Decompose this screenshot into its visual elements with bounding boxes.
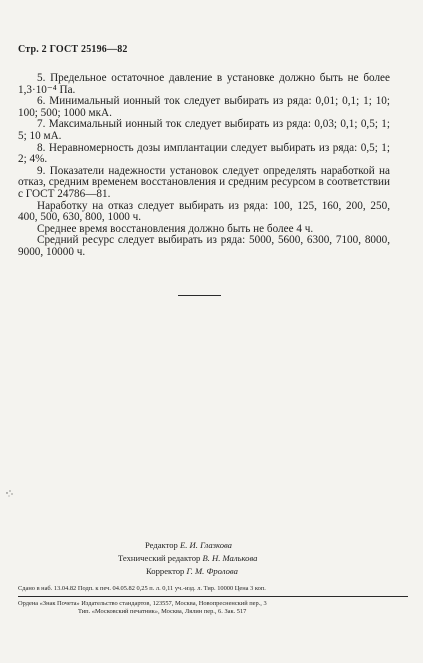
credit-tech-editor: [118, 552, 257, 565]
body-text: [18, 73, 390, 259]
imprint-block: [18, 585, 408, 616]
scan-speck-mark: [4, 487, 16, 499]
end-divider: [178, 295, 221, 296]
imprint-printing-house: Тип. «Московский печатник», Москва, Лялин пер., 6. Зак. 517: [78, 608, 247, 615]
paragraph-resource: Средний ресурс следует выбирать из ряда: 5000, 5600, 6300, 7100, 8000, 9000, 10000 ч.: [18, 234, 390, 258]
proofreader-label: Корректор: [146, 566, 185, 576]
paragraph-recovery-time: Среднее время восстановления должно быть не более 4 ч.: [37, 222, 314, 235]
paragraph-mtbf: Наработку на отказ следует выбирать из ряда: 100, 125, 160, 200, 250, 400, 500, 630, 800, 1000 ч.: [18, 199, 390, 224]
paragraph-item-6: 6. Минимальный ионный ток следует выбирать из ряда: 0,01; 0,1; 1; 10; 100; 500; 1000 мкА.: [18, 95, 390, 119]
paragraph-item-7: 7. Максимальный ионный ток следует выбирать из ряда: 0,03; 0,1; 0,5; 1; 5; 10 мА.: [18, 118, 390, 142]
tech-editor-label: Технический редактор: [118, 553, 201, 563]
tech-editor-name: В. Н. Малькова: [202, 553, 258, 563]
proofreader-name: Г. М. Фролова: [186, 566, 238, 576]
editor-label: Редактор: [145, 540, 178, 550]
page-header: Стр. 2 ГОСТ 25196—82: [18, 44, 128, 55]
paragraph-item-5: 5. Предельное остаточное давление в установке должно быть не более 1,3·10⁻⁴ Па.: [18, 72, 390, 96]
imprint-publisher: Ордена «Знак Почета» Издательство стандартов, 123557, Москва, Новопресненский пер., 3: [18, 600, 267, 607]
imprint-print-data: Сдано в наб. 13.04.82 Подп. к печ. 04.05.82 0,25 п. л. 0,11 уч.-изд. л. Тир. 10000 Цена 3 коп.: [18, 585, 408, 597]
paragraph-item-8: 8. Неравномерность дозы имплантации следует выбирать из ряда: 0,5; 1; 2; 4%.: [18, 141, 390, 166]
credit-proofreader: [146, 565, 238, 578]
editor-name: Е. И. Глазкова: [180, 540, 232, 550]
credit-editor: [145, 539, 232, 552]
paragraph-item-9: 9. Показатели надежности установок следует определять наработкой на отказ, средним временем восстановления и средним ресурсом в соответствии с ГОСТ 24786—81.: [18, 164, 390, 200]
